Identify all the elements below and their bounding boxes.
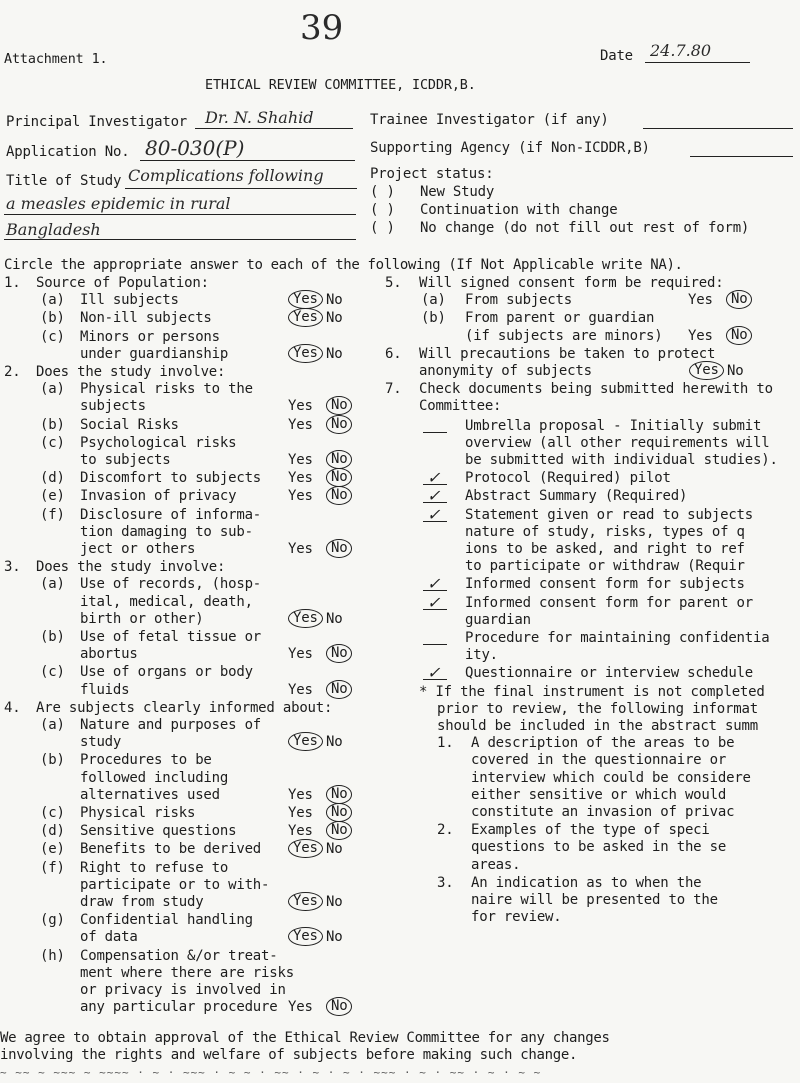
q2-item-2-letter: (c) bbox=[40, 434, 65, 451]
q4-item-7-text: Compensation &/or treat- bbox=[80, 947, 278, 964]
q7-sub-2-text: naire will be presented to the bbox=[471, 892, 718, 908]
q7-sub-0-number: 1. bbox=[437, 735, 454, 752]
q4-item-2-letter: (c) bbox=[40, 805, 65, 821]
q2-item-5-yes: Yes bbox=[288, 541, 313, 557]
q4-item-4-no: No bbox=[326, 841, 343, 858]
q7-sub-1-text: areas. bbox=[471, 856, 521, 873]
q7-doc-3-text: nature of study, risks, types of q bbox=[465, 523, 745, 540]
date-label: Date bbox=[600, 48, 633, 64]
q3-item-2-letter: (c) bbox=[40, 664, 65, 681]
q7-sub-0-text: covered in the questionnaire or bbox=[471, 752, 727, 769]
q1-item-2-text: Minors or persons bbox=[80, 328, 220, 345]
q4-item-4-yes: Yes bbox=[288, 839, 323, 858]
q4-item-6-text: Confidential handling bbox=[80, 912, 253, 929]
q4-title: Are subjects clearly informed about: bbox=[36, 699, 333, 716]
q1-item-0-letter: (a) bbox=[40, 292, 65, 309]
q1-item-2-text: under guardianship bbox=[80, 345, 229, 362]
q1-item-0-no: No bbox=[326, 292, 343, 309]
q7-doc-5-tick-icon: ✓ bbox=[427, 592, 441, 612]
q4-item-5-yes: Yes bbox=[288, 892, 323, 911]
q1-item-1-letter: (b) bbox=[40, 310, 65, 327]
q2-item-1-letter: (b) bbox=[40, 416, 65, 433]
date-value: 24.7.80 bbox=[650, 41, 712, 60]
q7-doc-2-text: Abstract Summary (Required) bbox=[465, 488, 688, 505]
q7-sub-2-text: An indication as to when the bbox=[471, 874, 702, 891]
q4-item-4-text: Benefits to be derived bbox=[80, 841, 262, 858]
q4-item-5-letter: (f) bbox=[40, 859, 65, 876]
title-underline-1 bbox=[125, 188, 357, 189]
q2-item-3-yes: Yes bbox=[288, 470, 313, 487]
q1-number: 1. bbox=[4, 275, 21, 291]
q2-item-0-text: subjects bbox=[80, 398, 146, 415]
q4-item-6-no: No bbox=[326, 929, 343, 946]
q5-title: Will signed consent form be required: bbox=[419, 275, 724, 291]
title-line-2: a measles epidemic in rural bbox=[6, 194, 231, 213]
q2-item-2-text: Psychological risks bbox=[80, 434, 237, 451]
title-line-1: Complications following bbox=[128, 166, 324, 185]
q2-item-2-text: to subjects bbox=[80, 452, 171, 468]
q7-doc-7-tick-icon: ✓ bbox=[427, 663, 441, 683]
q4-item-3-text: Sensitive questions bbox=[80, 823, 237, 840]
q2-item-2-yes: Yes bbox=[288, 452, 313, 468]
q1-item-2-yes: Yes bbox=[288, 344, 323, 363]
q4-item-3-yes: Yes bbox=[288, 823, 313, 840]
q2-item-0-yes: Yes bbox=[288, 398, 313, 415]
application-label: Application No. bbox=[6, 144, 130, 160]
q7-doc-0-check-line bbox=[423, 432, 447, 433]
q3-item-0-yes: Yes bbox=[288, 609, 323, 628]
project-status-label: Project status: bbox=[370, 166, 494, 182]
date-underline bbox=[645, 62, 750, 63]
q4-item-3-no: No bbox=[326, 821, 352, 840]
q6-no: No bbox=[727, 363, 744, 379]
q2-item-3-letter: (d) bbox=[40, 470, 65, 487]
q7-doc-3-text: to participate or withdraw (Requir bbox=[465, 558, 745, 575]
status-option-new: New Study bbox=[420, 184, 495, 200]
q6-text: anonymity of subjects bbox=[419, 363, 592, 379]
q1-item-1-yes: Yes bbox=[288, 308, 323, 327]
q7-note-line: should be included in the abstract summ bbox=[437, 718, 758, 734]
q7-doc-1-tick-icon: ✓ bbox=[427, 468, 441, 488]
q4-item-0-no: No bbox=[326, 734, 343, 751]
q2-item-0-no: No bbox=[326, 396, 352, 415]
q7-sub-0-text: interview which could be considere bbox=[471, 769, 751, 786]
q5-item-0-no: No bbox=[726, 290, 752, 309]
q7-doc-1-text: Protocol (Required) pilot bbox=[465, 470, 671, 487]
q4-item-2-yes: Yes bbox=[288, 805, 313, 821]
trainee-underline bbox=[643, 128, 793, 129]
q2-item-0-text: Physical risks to the bbox=[80, 381, 253, 398]
q3-item-1-yes: Yes bbox=[288, 646, 313, 663]
q4-item-1-yes: Yes bbox=[288, 786, 313, 803]
status-option-no-change: No change (do not fill out rest of form) bbox=[420, 220, 750, 236]
application-underline bbox=[140, 160, 355, 161]
q5-number: 5. bbox=[385, 275, 402, 291]
q2-item-5-no: No bbox=[326, 539, 352, 558]
supporting-agency-label: Supporting Agency (if Non-ICDDR,B) bbox=[370, 140, 650, 156]
q4-item-6-text: of data bbox=[80, 929, 138, 946]
q5-item-0-yes: Yes bbox=[688, 292, 713, 309]
q2-number: 2. bbox=[4, 364, 21, 380]
q4-item-7-text: any particular procedure bbox=[80, 999, 278, 1016]
q1-item-0-yes: Yes bbox=[288, 290, 323, 309]
q3-item-0-no: No bbox=[326, 610, 343, 627]
q5-item-1-text: From parent or guardian bbox=[465, 310, 655, 327]
q4-item-0-text: Nature and purposes of bbox=[80, 717, 262, 733]
q4-item-0-yes: Yes bbox=[288, 732, 323, 751]
q7-number: 7. bbox=[385, 381, 402, 398]
q2-item-5-letter: (f) bbox=[40, 506, 65, 523]
q4-item-7-text: ment where there are risks bbox=[80, 964, 294, 981]
instruction-line: Circle the appropriate answer to each of the following (If Not Applicable write NA). bbox=[4, 257, 683, 273]
q1-item-2-no: No bbox=[326, 345, 343, 362]
q7-doc-0-text: Umbrella proposal - Initially submit bbox=[465, 417, 762, 434]
q2-item-4-text: Invasion of privacy bbox=[80, 488, 237, 505]
q7-doc-7-text: Questionnaire or interview schedule bbox=[465, 665, 754, 682]
q4-item-5-text: Right to refuse to bbox=[80, 859, 229, 876]
q4-item-6-yes: Yes bbox=[288, 927, 323, 946]
q6-yes: Yes bbox=[689, 361, 724, 380]
footer-line-1: We agree to obtain approval of the Ethical Review Committee for any changes bbox=[0, 1030, 610, 1046]
q1-title: Source of Population: bbox=[36, 275, 209, 291]
q4-item-7-yes: Yes bbox=[288, 999, 313, 1016]
q5-item-0-letter: (a) bbox=[421, 292, 446, 309]
q5-item-1-letter: (b) bbox=[421, 310, 446, 327]
q7-doc-6-text: ity. bbox=[465, 647, 498, 664]
q5-item-0-text: From subjects bbox=[465, 292, 572, 309]
q3-item-2-text: Use of organs or body bbox=[80, 664, 253, 681]
q7-sub-1-text: Examples of the type of speci bbox=[471, 822, 710, 839]
q7-doc-3-text: Statement given or read to subjects bbox=[465, 506, 754, 523]
q4-item-0-text: study bbox=[80, 734, 122, 751]
q2-item-3-text: Discomfort to subjects bbox=[80, 470, 262, 487]
q2-item-4-letter: (e) bbox=[40, 488, 65, 505]
q3-item-1-text: abortus bbox=[80, 646, 138, 663]
q3-item-1-letter: (b) bbox=[40, 629, 65, 645]
q7-sub-1-number: 2. bbox=[437, 822, 454, 839]
q3-item-1-no: No bbox=[326, 644, 352, 663]
q4-item-1-letter: (b) bbox=[40, 752, 65, 769]
q3-item-0-text: birth or other) bbox=[80, 610, 204, 627]
q7-sub-2-number: 3. bbox=[437, 874, 454, 891]
q3-item-0-letter: (a) bbox=[40, 576, 65, 593]
q4-item-1-text: followed including bbox=[80, 769, 229, 786]
q7-doc-0-text: overview (all other requirements will bbox=[465, 434, 770, 451]
q7-text: Check documents being submitted herewith to bbox=[419, 381, 773, 398]
status-paren-1: ( ) bbox=[370, 184, 395, 200]
q1-item-1-no: No bbox=[326, 310, 343, 327]
q4-item-4-letter: (e) bbox=[40, 841, 65, 858]
q7-note-line: prior to review, the following informat bbox=[437, 700, 758, 717]
attachment-label: Attachment 1. bbox=[4, 52, 108, 67]
q1-item-2-letter: (c) bbox=[40, 328, 65, 345]
q7-doc-4-text: Informed consent form for subjects bbox=[465, 576, 745, 593]
q2-item-1-no: No bbox=[326, 415, 352, 434]
q4-item-2-no: No bbox=[326, 803, 352, 822]
q4-item-7-no: No bbox=[326, 997, 352, 1016]
q4-item-5-text: draw from study bbox=[80, 894, 204, 910]
supporting-underline bbox=[690, 156, 793, 157]
q4-item-7-letter: (h) bbox=[40, 947, 65, 964]
q4-item-5-text: participate or to with- bbox=[80, 876, 270, 893]
application-value: 80-030(P) bbox=[145, 136, 245, 160]
principal-investigator-underline bbox=[195, 128, 353, 129]
q2-item-5-text: tion damaging to sub- bbox=[80, 523, 253, 540]
q2-item-1-yes: Yes bbox=[288, 416, 313, 433]
title-underline-3 bbox=[4, 239, 356, 240]
status-option-continuation: Continuation with change bbox=[420, 202, 618, 218]
q7-doc-5-text: Informed consent form for parent or bbox=[465, 594, 754, 611]
q2-item-5-text: ject or others bbox=[80, 541, 196, 557]
q4-item-2-text: Physical risks bbox=[80, 805, 196, 821]
q5-item-1-yes: Yes bbox=[688, 327, 713, 344]
q4-item-1-no: No bbox=[326, 785, 352, 804]
q7-text: Committee: bbox=[419, 398, 502, 415]
q2-item-5-text: Disclosure of informa- bbox=[80, 506, 262, 523]
footer-line-2: involving the rights and welfare of subjects before making such change. bbox=[0, 1047, 578, 1063]
q4-item-0-letter: (a) bbox=[40, 717, 65, 733]
q7-sub-0-text: A description of the areas to be bbox=[471, 735, 735, 752]
status-paren-3: ( ) bbox=[370, 220, 395, 236]
q3-title: Does the study involve: bbox=[36, 559, 226, 576]
status-paren-2: ( ) bbox=[370, 202, 395, 218]
q2-item-2-no: No bbox=[326, 450, 352, 469]
q3-item-0-text: Use of records, (hosp- bbox=[80, 576, 262, 593]
q6-text: Will precautions be taken to protect bbox=[419, 345, 716, 362]
q7-doc-6-check-line bbox=[423, 644, 447, 645]
q4-item-3-letter: (d) bbox=[40, 823, 65, 840]
q4-item-5-no: No bbox=[326, 894, 343, 910]
principal-investigator-label: Principal Investigator bbox=[6, 114, 188, 130]
q7-doc-3-tick-icon: ✓ bbox=[427, 504, 441, 524]
committee-title: ETHICAL REVIEW COMMITTEE, ICDDR,B. bbox=[205, 78, 476, 93]
signature-scribble: ~ ~~ ~ ~~~ ~ ~~~~ · ~ · ~~~ · ~ ~ · ~~ · ~ · ~ · ~~~ · ~ · ~~ · ~ · ~ ~ bbox=[0, 1066, 542, 1079]
q2-title: Does the study involve: bbox=[36, 364, 226, 380]
q7-doc-5-text: guardian bbox=[465, 611, 531, 628]
q7-doc-4-tick-icon: ✓ bbox=[427, 574, 441, 594]
title-line-3: Bangladesh bbox=[6, 220, 101, 239]
q3-item-2-text: fluids bbox=[80, 681, 130, 698]
q7-doc-3-text: ions to be asked, and right to ref bbox=[465, 541, 745, 557]
q7-sub-2-text: for review. bbox=[471, 909, 562, 926]
q5-item-1-text: (if subjects are minors) bbox=[465, 327, 663, 344]
q2-item-3-no: No bbox=[326, 468, 352, 487]
q7-doc-0-text: be submitted with individual studies). bbox=[465, 452, 778, 468]
q2-item-1-text: Social Risks bbox=[80, 416, 179, 433]
q4-item-1-text: Procedures to be bbox=[80, 752, 212, 769]
q3-item-2-no: No bbox=[326, 680, 352, 699]
q1-item-0-text: Ill subjects bbox=[80, 292, 179, 309]
q4-number: 4. bbox=[4, 699, 21, 716]
trainee-investigator-label: Trainee Investigator (if any) bbox=[370, 112, 609, 128]
title-of-study-label: Title of Study bbox=[6, 173, 122, 189]
q7-sub-1-text: questions to be asked in the se bbox=[471, 839, 727, 856]
q7-note-line: * If the final instrument is not completed bbox=[419, 683, 765, 700]
q7-doc-2-tick-icon: ✓ bbox=[427, 486, 441, 506]
q3-item-0-text: ital, medical, death, bbox=[80, 593, 253, 610]
q1-item-1-text: Non-ill subjects bbox=[80, 310, 212, 327]
page-number: 39 bbox=[300, 8, 344, 48]
q6-number: 6. bbox=[385, 345, 402, 362]
q4-item-1-text: alternatives used bbox=[80, 786, 220, 803]
q2-item-4-no: No bbox=[326, 486, 352, 505]
title-underline-2 bbox=[4, 214, 356, 215]
q7-sub-0-text: constitute an invasion of privac bbox=[471, 804, 735, 820]
q4-item-6-letter: (g) bbox=[40, 912, 65, 929]
q7-sub-0-text: either sensitive or which would bbox=[471, 786, 727, 803]
q2-item-4-yes: Yes bbox=[288, 488, 313, 505]
q4-item-7-text: or privacy is involved in bbox=[80, 982, 286, 998]
q7-doc-6-text: Procedure for maintaining confidentia bbox=[465, 630, 770, 646]
q5-item-1-no: No bbox=[726, 326, 752, 345]
q2-item-0-letter: (a) bbox=[40, 381, 65, 398]
principal-investigator-value: Dr. N. Shahid bbox=[205, 108, 314, 127]
q3-item-2-yes: Yes bbox=[288, 681, 313, 698]
q3-item-1-text: Use of fetal tissue or bbox=[80, 629, 262, 645]
q3-number: 3. bbox=[4, 559, 21, 576]
